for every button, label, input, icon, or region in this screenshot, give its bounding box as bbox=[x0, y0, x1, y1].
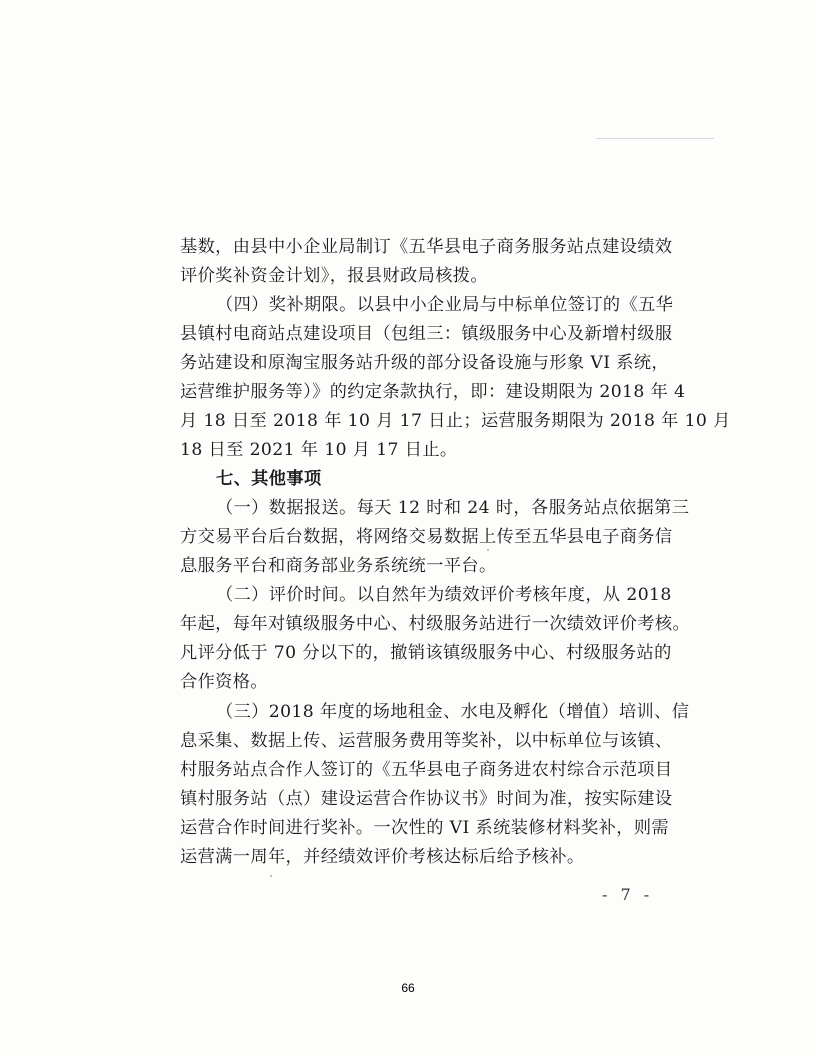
text-line: 运营维护服务等）》的约定条款执行，即：建设期限为 2018 年 4 bbox=[180, 382, 686, 402]
text-line: 息服务平台和商务部业务系统统一平台。 bbox=[180, 556, 497, 576]
text-line: 务站建设和原淘宝服务站升级的部分设备设施与形象 VI 系统， bbox=[180, 353, 670, 373]
text-line: 基数，由县中小企业局制订《五华县电子商务服务站点建设绩效 bbox=[180, 237, 673, 257]
text-line: 18 日至 2021 年 10 月 17 日止。 bbox=[180, 440, 458, 460]
footer-page-number: 66 bbox=[401, 981, 415, 995]
text-line: （四）奖补期限。以县中小企业局与中标单位签订的《五华 bbox=[216, 295, 674, 315]
page-marker: - 7 - bbox=[602, 885, 654, 904]
text-line: 凡评分低于 70 分以下的，撤销该镇级服务中心、村级服务站的 bbox=[180, 643, 672, 663]
text-line: 运营合作时间进行奖补。一次性的 VI 系统装修材料奖补，则需 bbox=[180, 818, 670, 838]
text-line: 月 18 日至 2018 年 10 月 17 日止；运营服务期限为 2018 年 10 月 bbox=[180, 411, 731, 431]
text-line: 镇村服务站（点）建设运营合作协议书》时间为准，按实际建设 bbox=[180, 789, 673, 809]
text-line: 评价奖补资金计划》，报县财政局核拨。 bbox=[180, 266, 488, 286]
text-line: 村服务站点合作人签订的《五华县电子商务进农村综合示范项目 bbox=[180, 760, 673, 780]
scan-edge-line bbox=[596, 138, 714, 139]
text-line: 合作资格。 bbox=[180, 672, 268, 692]
text-line: （二）评价时间。以自然年为绩效评价考核年度，从 2018 bbox=[216, 585, 672, 605]
text-line: （三）2018 年度的场地租金、水电及孵化（增值）培训、信 bbox=[216, 702, 690, 722]
section-heading: 七、其他事项 bbox=[216, 469, 322, 489]
scan-speck bbox=[487, 549, 489, 551]
text-line: 年起，每年对镇级服务中心、村级服务站进行一次绩效评价考核。 bbox=[180, 614, 691, 634]
text-line: 方交易平台后台数据，将网络交易数据上传至五华县电子商务信 bbox=[180, 527, 673, 547]
text-line: 县镇村电商站点建设项目（包组三：镇级服务中心及新增村级服 bbox=[180, 324, 673, 344]
scan-speck bbox=[270, 875, 272, 877]
text-line: （一）数据报送。每天 12 时和 24 时，各服务站点依据第三 bbox=[216, 498, 690, 518]
text-line: 运营满一周年，并经绩效评价考核达标后给予核补。 bbox=[180, 847, 585, 867]
text-line: 息采集、数据上传、运营服务费用等奖补，以中标单位与该镇、 bbox=[180, 731, 673, 751]
